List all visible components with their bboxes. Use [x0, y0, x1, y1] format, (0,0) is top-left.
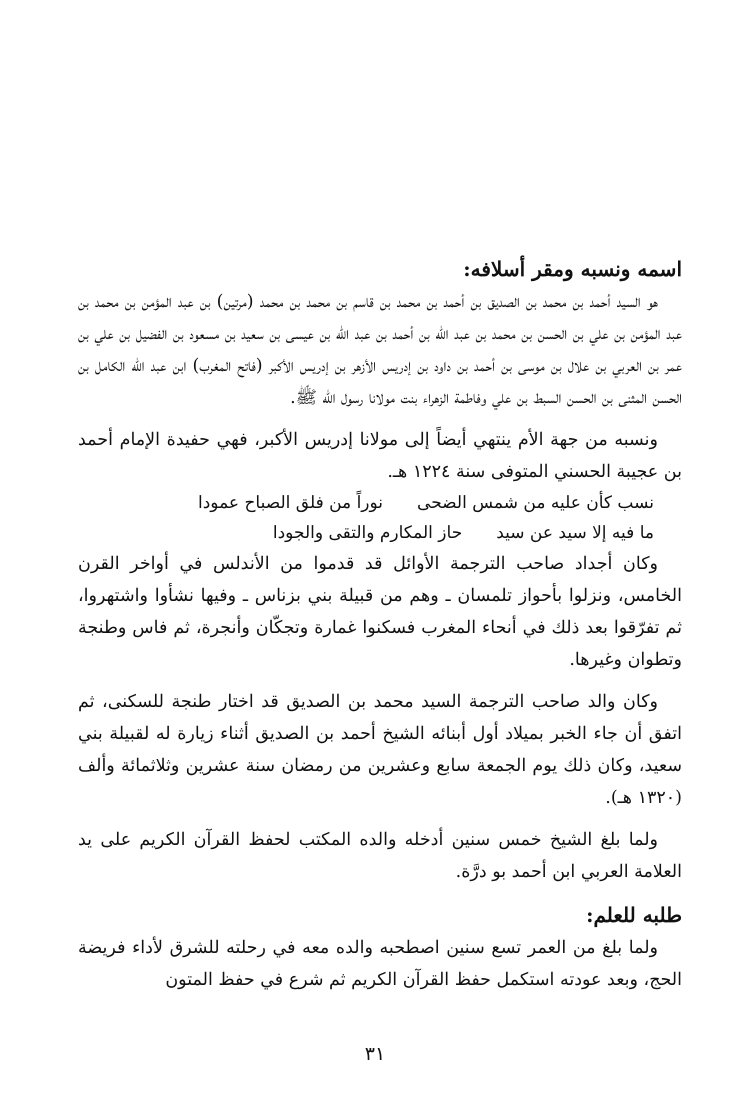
paragraph-gap [78, 414, 682, 424]
paragraph-seeking-knowledge: ولما بلغ من العمر تسع سنين اصطحبه والده معه في رحلته للشرق لأداء فريضة الحج، وبعد عودته استكمل حفظ القرآن الكريم ثم شرع في حفظ المتون [78, 938, 682, 990]
page-body [78, 252, 682, 996]
page-number: ٣١ [364, 1043, 386, 1065]
paragraph-gap [78, 814, 682, 824]
verse-second-hemistich: نوراً من فلق الصباح عمودا [198, 493, 384, 513]
poem-verse [78, 488, 654, 518]
paragraph-birth: وكان والد صاحب الترجمة السيد محمد بن الصديق قد اختار طنجة للسكنى، ثم اتفق أن جاء الخبر بميلاد أول أبنائه الشيخ أحمد بن الصديق أثناء زيارة له لقبيلة بني سعيد، وكان ذلك يوم الجمعة سابع وعشرين من رمضان سنة عشرين وثلاثمائة وألف (١٣٢٠ هـ). [78, 692, 682, 808]
poem-verse [78, 518, 654, 548]
section-heading-seeking-knowledge: طلبه للعلم: [586, 903, 682, 927]
paragraph-early-education: ولما بلغ الشيخ خمس سنين أدخله والده المكتب لحفظ القرآن الكريم على يد العلامة العربي ابن أحمد بو درَّة. [78, 830, 682, 882]
paragraph-gap [78, 888, 682, 898]
paragraph-lineage: هو السيد أحمد بن محمد بن الصديق بن أحمد بن محمد بن قاسم بن محمد بن محمد (مرتين) بن عبد المؤمن بن محمد بن عبد المؤمن بن علي بن الحسن بن محمد بن عبد الله بن أحمد بن عبد الله بن عيسى بن سعيد بن مسعود بن الفضيل بن علي بن عمر بن العربي بن علال بن موسى بن أحمد بن داود بن إدريس الأزهر بن إدريس الأكبر (فاتح المغرب) ابن عبد الله الكامل بن الحسن المثنى بن الحسن السبط بن علي وفاطمة الزهراء بنت مولانا رسول الله ﷺ. [78, 292, 682, 408]
poem-verses [78, 488, 682, 548]
paragraph-ancestors: وكان أجداد صاحب الترجمة الأوائل قد قدموا من الأندلس في أواخر القرن الخامس، ونزلوا بأحواز تلمسان ـ وهم من قبيلة بني بزناس ـ وفيها نشأوا واشتهروا، ثم تفرّقوا بعد ذلك في أنحاء المغرب فسكنوا غمارة وتجكّان وأنجرة، ثم فاس وطنجة وتطوان وغيرها. [78, 554, 682, 670]
paragraph-maternal-lineage: ونسبه من جهة الأم ينتهي أيضاً إلى مولانا إدريس الأكبر، فهي حفيدة الإمام أحمد بن عجيبة الحسني المتوفى سنة ١٢٢٤ هـ. [78, 430, 682, 482]
verse-second-hemistich: حاز المكارم والتقى والجودا [272, 523, 463, 543]
verse-first-hemistich: ما فيه إلا سيد عن سيد [496, 523, 654, 543]
section-heading-name-lineage: اسمه ونسبه ومقر أسلافه: [463, 257, 682, 281]
verse-first-hemistich: نسب كأن عليه من شمس الضحى [417, 493, 654, 513]
paragraph-gap [78, 676, 682, 686]
